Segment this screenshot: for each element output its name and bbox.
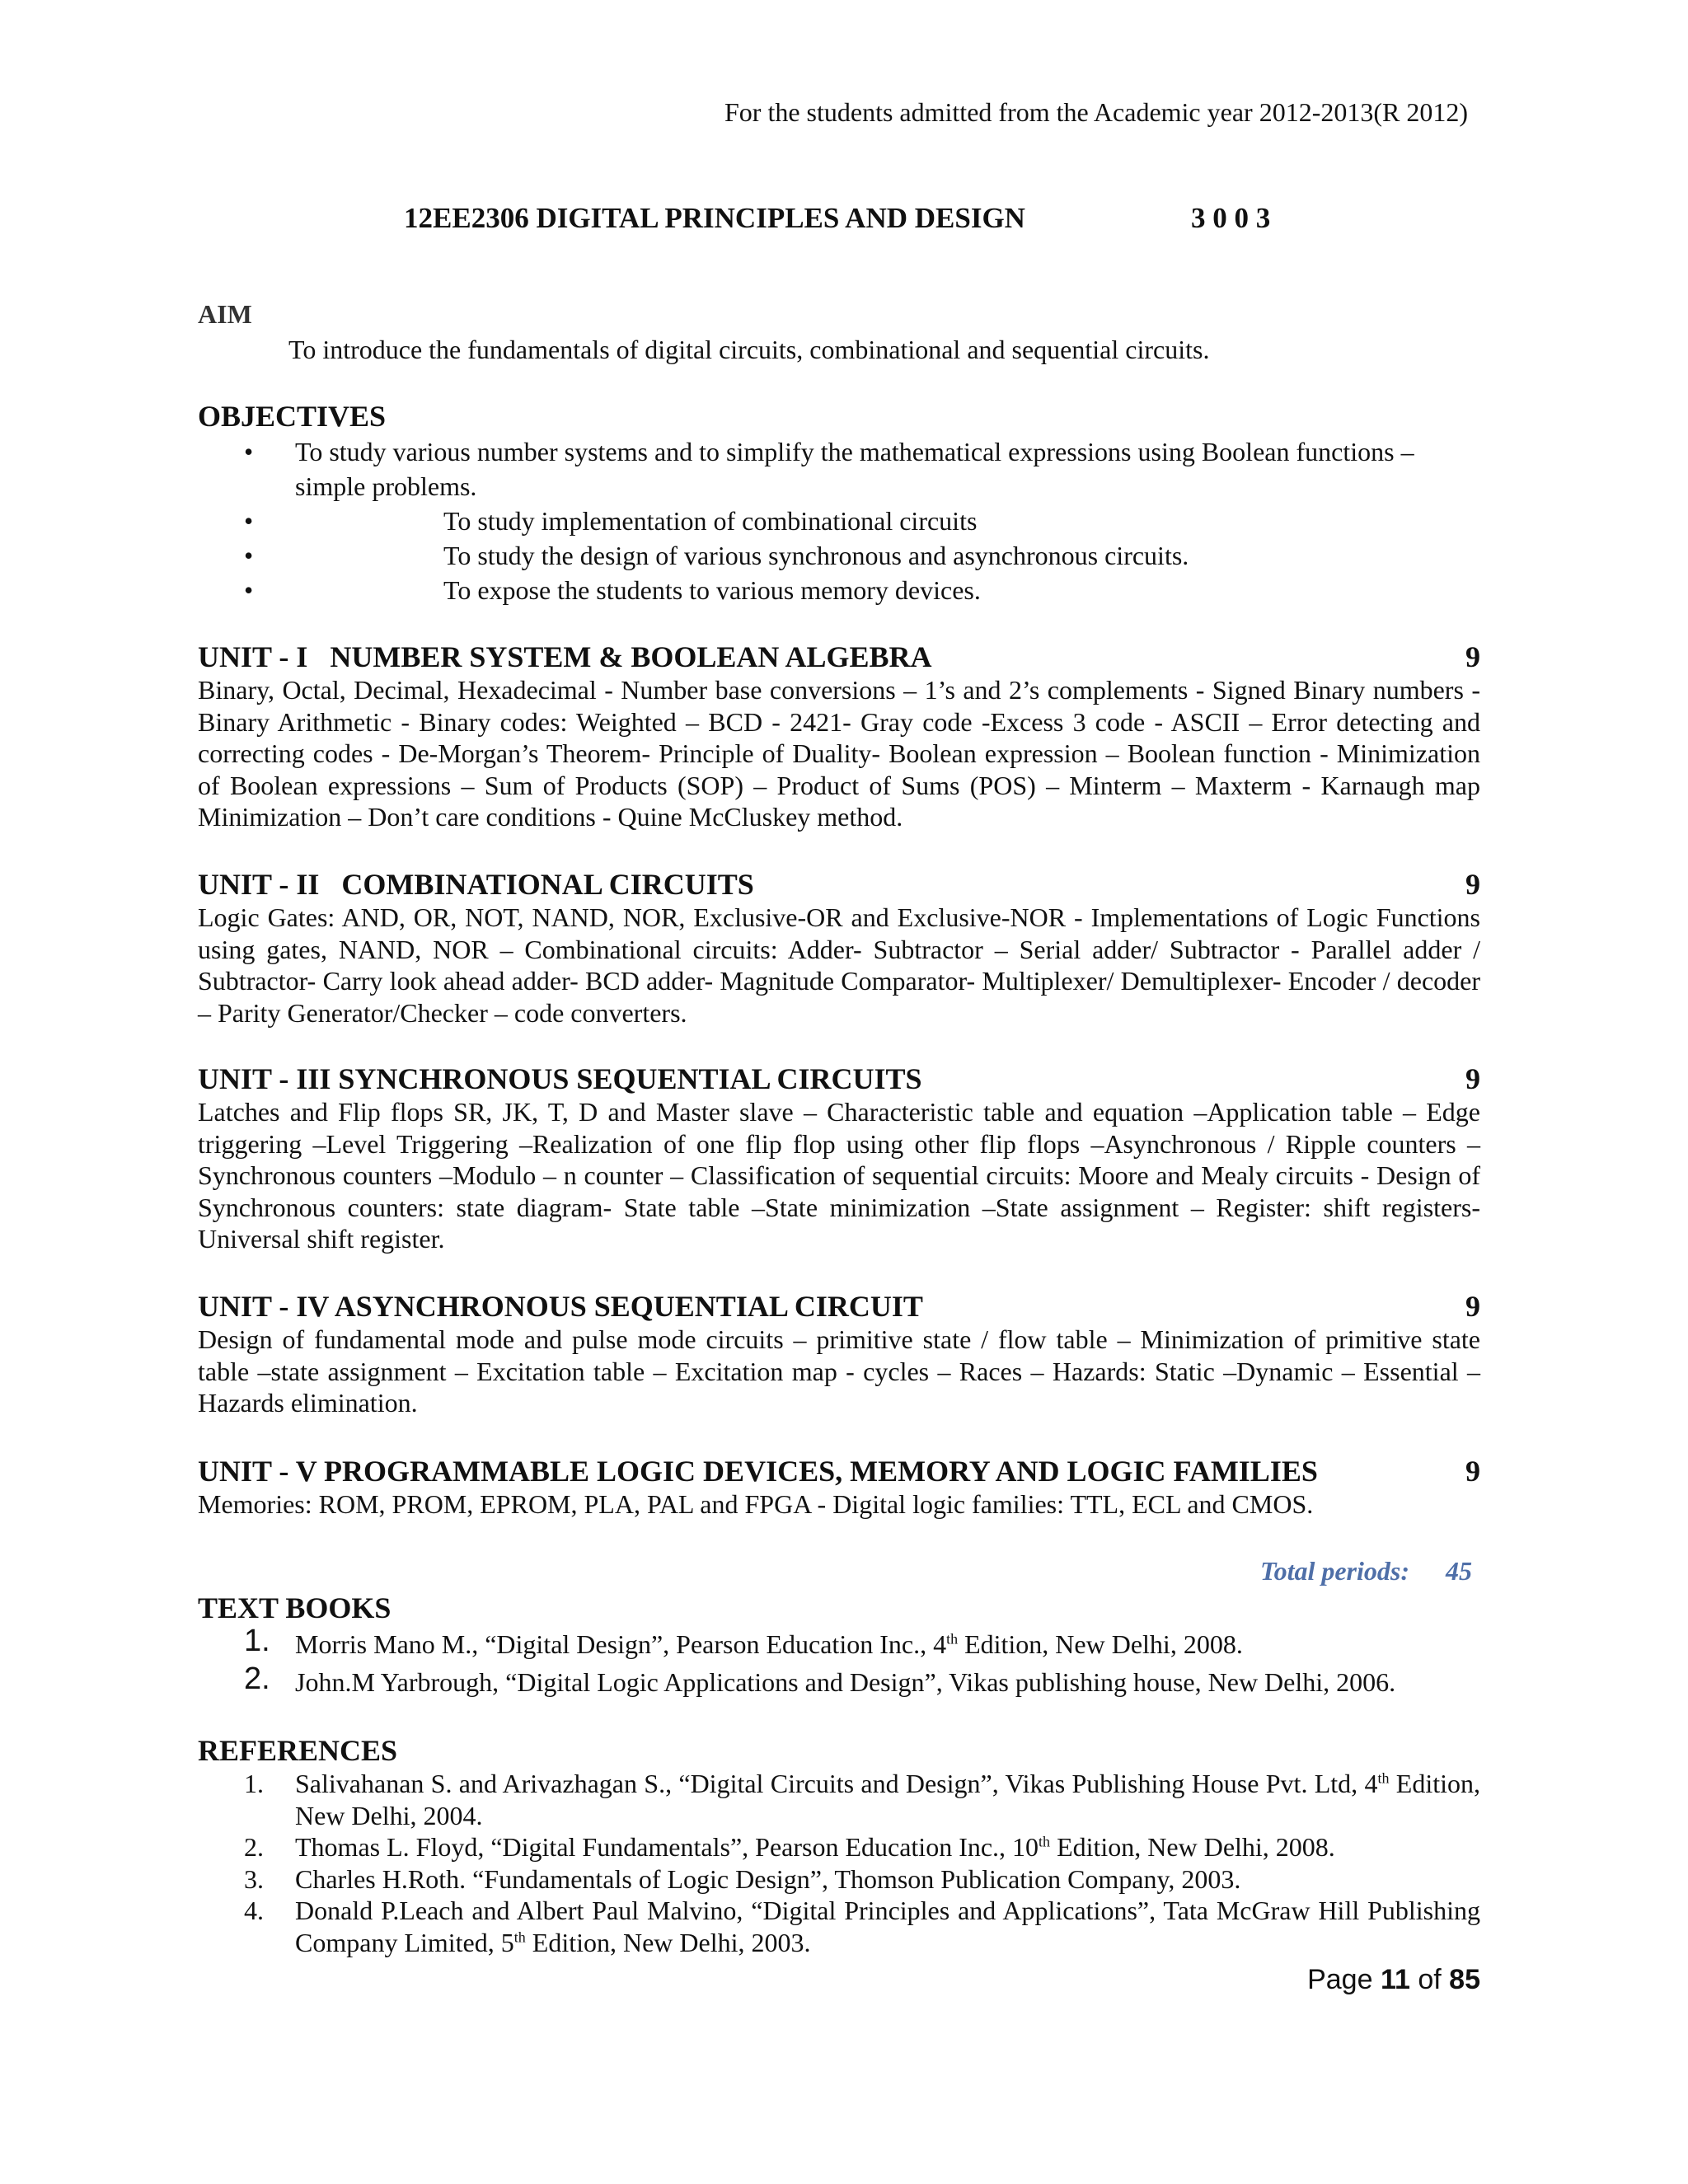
book-text: John.M Yarbrough, “Digital Logic Applications and Design”, Vikas publishing house, New Delhi, 2006. bbox=[295, 1667, 1396, 1697]
unit-2 bbox=[198, 867, 1480, 1029]
aim-heading: AIM bbox=[198, 299, 252, 329]
reference-text-end: Edition, New Delhi, 2004. bbox=[295, 1769, 1481, 1830]
unit-hours: 9 bbox=[1465, 1455, 1480, 1488]
unit-title: UNIT - IV ASYNCHRONOUS SEQUENTIAL CIRCUIT bbox=[198, 1290, 923, 1323]
unit-hours: 9 bbox=[1465, 640, 1480, 673]
list-item bbox=[198, 1625, 1484, 1663]
unit-hours: 9 bbox=[1465, 868, 1480, 901]
unit-heading bbox=[198, 1289, 1480, 1324]
unit-body: Memories: ROM, PROM, EPROM, PLA, PAL and FPGA - Digital logic families: TTL, ECL and CMOS. bbox=[198, 1489, 1314, 1519]
book-text: Morris Mano M., “Digital Design”, Pearson Education Inc., 4 bbox=[295, 1629, 947, 1659]
unit-title: UNIT - I NUMBER SYSTEM & BOOLEAN ALGEBRA bbox=[198, 640, 932, 673]
bullet-icon: • bbox=[244, 506, 254, 536]
objective-text: To study the design of various synchronous and asynchronous circuits. bbox=[443, 541, 1189, 570]
item-number: 2. bbox=[244, 1661, 270, 1696]
unit-heading bbox=[198, 867, 1480, 902]
references-list bbox=[198, 1768, 1480, 1958]
unit-3 bbox=[198, 1062, 1480, 1255]
reference-text: Donald P.Leach and Albert Paul Malvino, “Digital Principles and Applications”, Tata McGraw Hill Publishing Company Limited, 5 bbox=[295, 1896, 1480, 1957]
objective-text: To study various number systems and to simplify the mathematical expressions using Boolean functions – simple problems. bbox=[295, 437, 1414, 501]
objective-text: To expose the students to various memory devices. bbox=[443, 575, 981, 605]
course-title: 12EE2306 DIGITAL PRINCIPLES AND DESIGN bbox=[404, 202, 1025, 234]
reference-text: Salivahanan S. and Arivazhagan S., “Digital Circuits and Design”, Vikas Publishing House Pvt. Ltd, 4 bbox=[295, 1769, 1378, 1798]
text-books-list bbox=[198, 1625, 1484, 1701]
total-periods-label: Total periods: bbox=[1259, 1556, 1409, 1586]
unit-4 bbox=[198, 1289, 1480, 1419]
list-item bbox=[198, 1768, 1480, 1831]
unit-heading bbox=[198, 1454, 1480, 1488]
ordinal-suffix: th bbox=[513, 1928, 526, 1945]
list-item bbox=[198, 504, 1484, 538]
page-number bbox=[1307, 1964, 1480, 1996]
item-number: 3. bbox=[244, 1863, 264, 1894]
total-periods bbox=[1260, 1556, 1472, 1586]
list-item bbox=[198, 1863, 1480, 1896]
ordinal-suffix: th bbox=[1377, 1769, 1390, 1787]
list-item bbox=[198, 1663, 1484, 1701]
unit-5 bbox=[198, 1454, 1480, 1521]
total-pages: 85 bbox=[1449, 1964, 1480, 1995]
unit-title: UNIT - III SYNCHRONOUS SEQUENTIAL CIRCUITS bbox=[198, 1062, 922, 1095]
current-page: 11 bbox=[1380, 1964, 1410, 1995]
unit-hours: 9 bbox=[1465, 1062, 1480, 1095]
aim-text: To introduce the fundamentals of digital circuits, combinational and sequential circuits. bbox=[288, 335, 1210, 364]
reference-text-end: Edition, New Delhi, 2003. bbox=[525, 1927, 811, 1957]
item-number: 1. bbox=[244, 1624, 270, 1658]
objectives-heading: OBJECTIVES bbox=[198, 400, 387, 433]
reference-text-end: Edition, New Delhi, 2008. bbox=[1050, 1832, 1335, 1862]
total-periods-value: 45 bbox=[1446, 1556, 1472, 1586]
of-label: of bbox=[1418, 1964, 1442, 1995]
bullet-icon: • bbox=[244, 575, 254, 605]
page-label: Page bbox=[1307, 1964, 1373, 1995]
item-number: 2. bbox=[244, 1832, 264, 1862]
unit-hours: 9 bbox=[1465, 1290, 1480, 1323]
bullet-icon: • bbox=[244, 541, 254, 570]
list-item bbox=[198, 1831, 1480, 1863]
ordinal-suffix: th bbox=[946, 1630, 959, 1647]
ordinal-suffix: th bbox=[1039, 1833, 1051, 1850]
objectives-list bbox=[198, 434, 1484, 607]
reference-text: Charles H.Roth. “Fundamentals of Logic Design”, Thomson Publication Company, 2003. bbox=[295, 1863, 1241, 1894]
unit-body: Binary, Octal, Decimal, Hexadecimal - Number base conversions – 1’s and 2’s complements - Signed Binary numbers - Binary Arithmetic - Binary codes: Weighted – BCD - 2421- Gray code -Excess 3 code - ASCII – Error detecting and correcting codes - De-Morgan’s Theorem- Principle of Duality- Boolean expression – Boolean function - Minimization of Boolean expressions – Sum of Products (SOP) – Product of Sums (POS) – Minterm – Maxterm - Karnaugh map Minimization – Don’t care conditions - Quine McCluskey method. bbox=[198, 675, 1480, 832]
unit-body: Design of fundamental mode and pulse mode circuits – primitive state / flow table – Minimization of primitive state table –state assignment – Excitation table – Excitation map - cycles – Races – Hazards: Static –Dynamic – Essential – Hazards elimination. bbox=[198, 1324, 1480, 1418]
unit-title: UNIT - V PROGRAMMABLE LOGIC DEVICES, MEMORY AND LOGIC FAMILIES bbox=[198, 1455, 1318, 1488]
unit-heading bbox=[198, 640, 1480, 674]
list-item bbox=[198, 434, 1484, 504]
list-item bbox=[198, 573, 1484, 607]
course-credits: 3 0 0 3 bbox=[1191, 202, 1271, 234]
header-note: For the students admitted from the Academic year 2012-2013(R 2012) bbox=[724, 97, 1468, 127]
book-text-end: Edition, New Delhi, 2008. bbox=[958, 1629, 1243, 1659]
unit-title: UNIT - II COMBINATIONAL CIRCUITS bbox=[198, 868, 754, 901]
bullet-icon: • bbox=[244, 437, 254, 466]
list-item bbox=[198, 538, 1484, 573]
text-books-heading: TEXT BOOKS bbox=[198, 1591, 392, 1624]
unit-body: Latches and Flip flops SR, JK, T, D and Master slave – Characteristic table and equation –Application table – Edge triggering –Level Triggering –Realization of one flip flop using other flip flops –Asynchronous / Ripple counters – Synchronous counters –Modulo – n counter – Classification of sequential circuits: Moore and Mealy circuits - Design of Synchronous counters: state diagram- State table –State minimization –State assignment – Register: shift registers- Universal shift register. bbox=[198, 1097, 1480, 1254]
references-heading: REFERENCES bbox=[198, 1734, 398, 1767]
unit-body: Logic Gates: AND, OR, NOT, NAND, NOR, Exclusive-OR and Exclusive-NOR - Implementations of Logic Functions using gates, NAND, NOR – Combinational circuits: Adder- Subtractor – Serial adder/ Subtractor - Parallel adder / Subtractor- Carry look ahead adder- BCD adder- Magnitude Comparator- Multiplexer/ Demultiplexer- Encoder / decoder – Parity Generator/Checker – code converters. bbox=[198, 902, 1480, 1028]
objective-text: To study implementation of combinational circuits bbox=[443, 506, 978, 536]
reference-text: Thomas L. Floyd, “Digital Fundamentals”, Pearson Education Inc., 10 bbox=[295, 1832, 1039, 1862]
unit-heading bbox=[198, 1062, 1480, 1096]
item-number: 4. bbox=[244, 1896, 264, 1925]
unit-1 bbox=[198, 640, 1480, 833]
item-number: 1. bbox=[244, 1769, 264, 1798]
list-item bbox=[198, 1895, 1480, 1958]
